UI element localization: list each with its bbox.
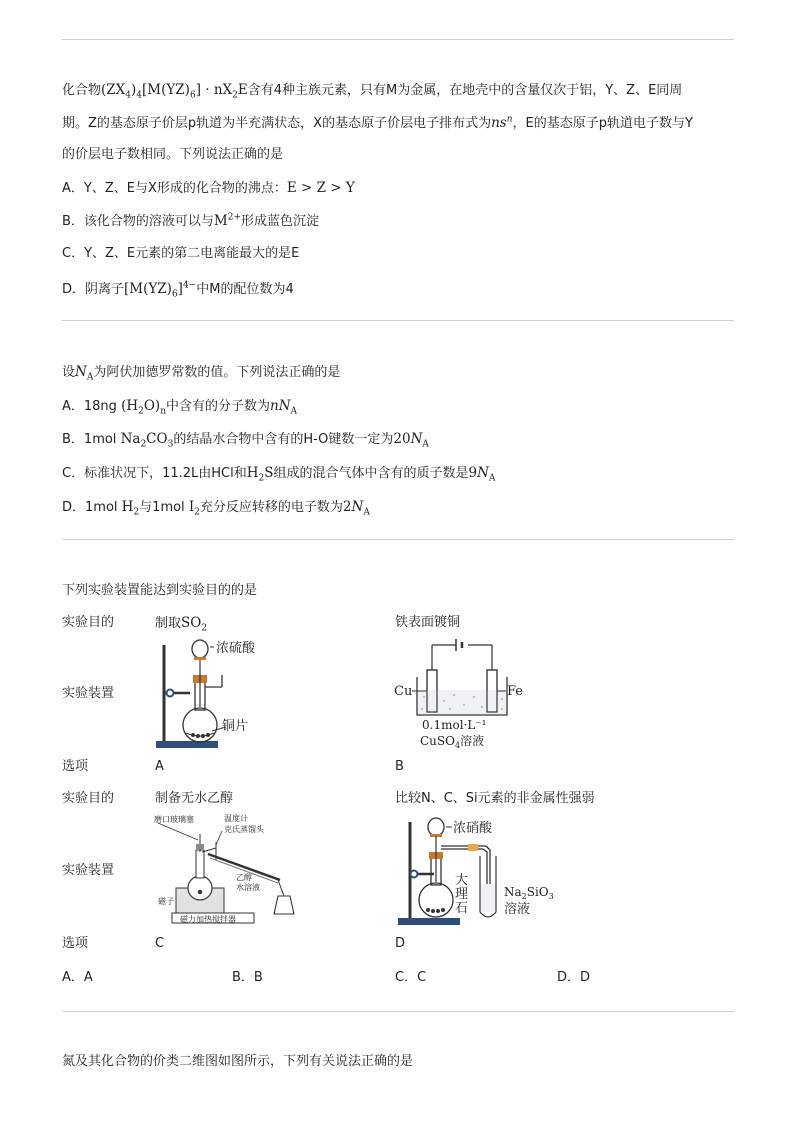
label-stir-bar: 磁子 [158, 897, 174, 906]
q2-option-c[interactable]: C．标准状况下，11.2L由HCl和$H_2S$组成的混合气体中含有的质子数是$9N_A$ [62, 465, 496, 484]
purpose-c: 制备无水乙醇 [155, 791, 234, 806]
row-label-purpose: 实验目的 [62, 615, 115, 630]
q3-answer-c[interactable]: C．C [395, 970, 427, 985]
divider [62, 39, 734, 40]
q3-answer-b[interactable]: B．B [232, 970, 263, 985]
label-marble-3: 石 [455, 901, 469, 916]
label-cuso4-solution: CuSO$_4$溶液 [420, 734, 485, 750]
row-label-option-2: 选项 [62, 936, 89, 951]
label-solution: 溶液 [504, 902, 531, 917]
label-aqueous-solution: 水溶液 [236, 883, 260, 892]
q1-option-d[interactable]: D．阴离子$[M(YZ)_6]^{4-}$中M的配位数为4 [62, 280, 294, 300]
row-label-purpose-2: 实验目的 [62, 791, 115, 806]
option-label-c: C [155, 936, 165, 951]
label-thermometer: 温度计 [224, 814, 248, 823]
q4-stem: 氮及其化合物的价类二维图如图所示，下列有关说法正确的是 [62, 1054, 414, 1069]
divider [62, 320, 734, 321]
q3-stem: 下列实验装置能达到实验目的的是 [62, 583, 258, 598]
label-copper-sheet: 铜片 [222, 719, 249, 734]
option-label-a: A [155, 759, 164, 774]
label-magnetic-stirrer: 磁力加热搅拌器 [180, 915, 236, 924]
q3-answer-a[interactable]: A．A [62, 970, 93, 985]
q1-stem-line-3: 的价层电子数相同。下列说法正确的是 [62, 147, 284, 162]
divider [62, 539, 734, 540]
label-conc-sulfuric-acid: 浓硫酸 [216, 641, 256, 656]
q1-option-a[interactable]: A．Y、Z、E与X形成的化合物的沸点：E > Z > Y [62, 180, 355, 196]
purpose-d: 比较N、C、Si元素的非金属性强弱 [395, 791, 595, 806]
label-marble-1: 大 [455, 873, 469, 888]
label-marble-2: 理 [455, 887, 469, 902]
q2-option-a[interactable]: A．18ng $(H_2O)_n$中含有的分子数为$nN_A$ [62, 398, 298, 417]
purpose-a: 制取$SO_2$ [155, 615, 208, 634]
option-label-d: D [395, 936, 406, 951]
q3-answer-d[interactable]: D．D [557, 970, 591, 985]
label-ethanol: 乙醇 [236, 873, 252, 882]
q1-stem-line-1: 化合物$(ZX_4)_4[M(YZ)_6] \cdot nX_2E$含有4种主族元素，只有M为金属，在地壳中的含量仅次于铝，Y、Z、E同周 [62, 82, 683, 101]
label-fe: Fe [507, 684, 524, 699]
option-label-b: B [395, 759, 404, 774]
label-ground-glass-stopper: 磨口玻璃塞 [154, 815, 194, 824]
q1-option-b[interactable]: B．该化合物的溶液可以与$M^{2+}$形成蓝色沉淀 [62, 212, 320, 229]
q2-stem: 设$N_A$为阿伏加德罗常数的值。下列说法正确的是 [62, 364, 341, 383]
row-label-apparatus: 实验装置 [62, 686, 115, 701]
purpose-b: 铁表面镀铜 [395, 615, 461, 630]
row-label-option: 选项 [62, 759, 89, 774]
q2-option-b[interactable]: B．1mol $Na_2CO_3$的结晶水合物中含有的H-O键数一定为$20N_A$ [62, 431, 429, 450]
q1-option-c[interactable]: C．Y、Z、E元素的第二电离能最大的是E [62, 246, 300, 261]
label-concentration: 0.1mol·L⁻¹ [422, 718, 487, 732]
row-label-apparatus-2: 实验装置 [62, 863, 115, 878]
divider [62, 1011, 734, 1012]
label-claisen-head: 克氏蒸馏头 [224, 825, 264, 834]
q1-stem-line-2: 期。Z的基态原子价层p轨道为半充满状态，X的基态原子价层电子排布式为$ns^n$，E的基态原子p轨道电子数与Y [62, 114, 693, 131]
apparatus-a-figure [150, 635, 270, 750]
apparatus-b-figure [392, 635, 532, 750]
apparatus-d-figure [392, 812, 567, 930]
label-conc-nitric-acid: 浓硝酸 [453, 821, 493, 836]
label-cu: Cu [394, 684, 413, 699]
label-na2sio3: $Na_2SiO_3$ [504, 885, 554, 901]
apparatus-c-figure [150, 812, 310, 930]
q2-option-d[interactable]: D．1mol $H_2$与1mol $I_2$充分反应转移的电子数为$2N_A$ [62, 499, 370, 518]
